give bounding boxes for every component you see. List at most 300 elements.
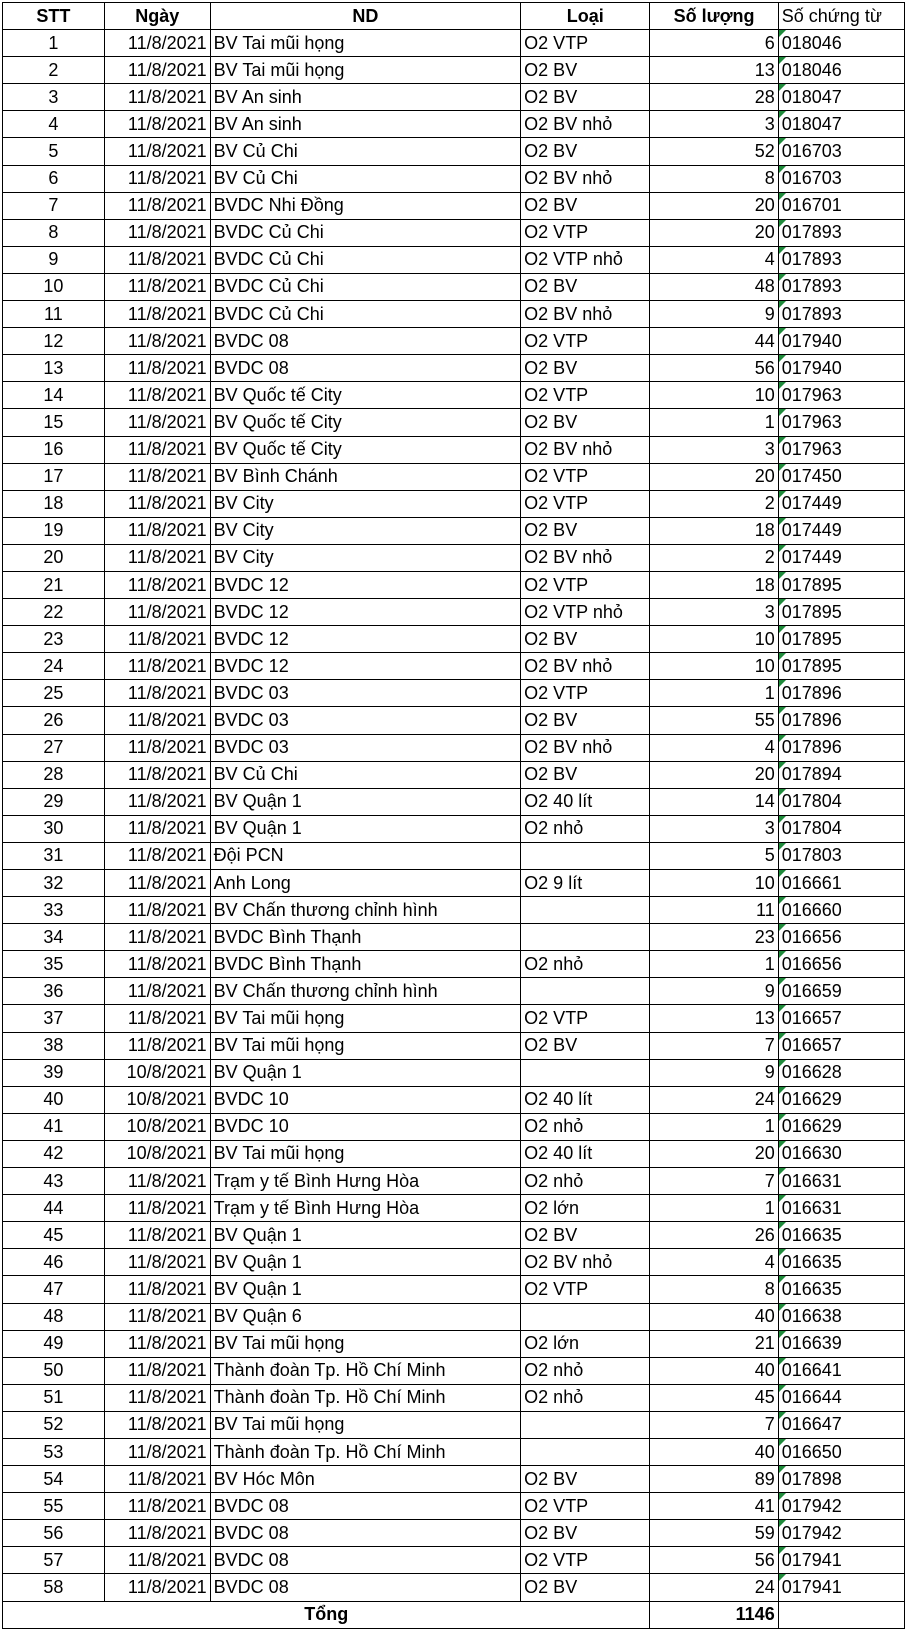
cell-loai: O2 VTP (521, 463, 650, 490)
text-number-indicator-icon (779, 870, 786, 877)
cell-so-luong: 55 (650, 707, 778, 734)
cell-so-luong: 45 (650, 1384, 778, 1411)
cell-stt: 7 (3, 192, 105, 219)
cell-nd: BVDC 03 (210, 707, 521, 734)
cell-loai: O2 nhỏ (521, 815, 650, 842)
cell-ngay: 11/8/2021 (104, 138, 210, 165)
text-number-indicator-icon (779, 355, 786, 362)
cell-so-luong: 14 (650, 788, 778, 815)
cell-so-luong: 9 (650, 301, 778, 328)
cell-ngay: 11/8/2021 (104, 382, 210, 409)
cell-so-luong: 11 (650, 897, 778, 924)
text-number-indicator-icon (779, 437, 786, 444)
text-number-indicator-icon (779, 762, 786, 769)
cell-so-chung-tu (778, 653, 904, 680)
cell-so-luong: 10 (650, 870, 778, 897)
cell-stt: 20 (3, 544, 105, 571)
cell-loai (521, 924, 650, 951)
table-row (3, 219, 905, 246)
cell-nd: BVDC 03 (210, 680, 521, 707)
cell-so-chung-tu-text: 016631 (781, 1170, 842, 1191)
cell-ngay: 11/8/2021 (104, 1168, 210, 1195)
cell-ngay: 11/8/2021 (104, 1222, 210, 1249)
text-number-indicator-icon (779, 193, 786, 200)
cell-so-chung-tu-text: 016630 (781, 1143, 842, 1164)
table-row (3, 1195, 905, 1222)
cell-so-luong: 56 (650, 1547, 778, 1574)
cell-nd: Trạm y tế Bình Hưng Hòa (210, 1195, 521, 1222)
cell-stt: 52 (3, 1411, 105, 1438)
cell-loai: O2 VTP (521, 1493, 650, 1520)
cell-ngay: 11/8/2021 (104, 761, 210, 788)
cell-stt: 8 (3, 219, 105, 246)
cell-nd: BVDC Bình Thạnh (210, 951, 521, 978)
cell-loai: O2 nhỏ (521, 1357, 650, 1384)
cell-so-luong: 10 (650, 382, 778, 409)
text-number-indicator-icon (779, 301, 786, 308)
cell-stt: 48 (3, 1303, 105, 1330)
cell-so-chung-tu (778, 355, 904, 382)
cell-stt: 36 (3, 978, 105, 1005)
cell-so-luong: 59 (650, 1520, 778, 1547)
cell-so-chung-tu-text: 016661 (781, 872, 842, 893)
text-number-indicator-icon (779, 138, 786, 145)
cell-so-chung-tu (778, 1438, 904, 1465)
cell-so-chung-tu (778, 138, 904, 165)
cell-so-chung-tu (778, 924, 904, 951)
cell-stt: 2 (3, 57, 105, 84)
cell-nd: BVDC 08 (210, 355, 521, 382)
cell-stt: 31 (3, 842, 105, 869)
cell-nd: BV Bình Chánh (210, 463, 521, 490)
table-row (3, 490, 905, 517)
text-number-indicator-icon (779, 951, 786, 958)
cell-so-luong: 41 (650, 1493, 778, 1520)
text-number-indicator-icon (779, 1249, 786, 1256)
text-number-indicator-icon (779, 1276, 786, 1283)
cell-nd: BVDC 12 (210, 653, 521, 680)
cell-nd: BV City (210, 490, 521, 517)
cell-so-luong: 10 (650, 626, 778, 653)
cell-loai: O2 BV nhỏ (521, 544, 650, 571)
cell-so-chung-tu (778, 1032, 904, 1059)
text-number-indicator-icon (779, 545, 786, 552)
cell-ngay: 11/8/2021 (104, 1005, 210, 1032)
cell-loai: O2 VTP (521, 1547, 650, 1574)
cell-ngay: 10/8/2021 (104, 1059, 210, 1086)
cell-so-chung-tu (778, 165, 904, 192)
text-number-indicator-icon (779, 274, 786, 281)
table-row (3, 1086, 905, 1113)
cell-ngay: 11/8/2021 (104, 328, 210, 355)
cell-so-chung-tu-text: 017449 (781, 493, 842, 514)
cell-ngay: 11/8/2021 (104, 84, 210, 111)
cell-so-chung-tu (778, 273, 904, 300)
cell-so-luong: 18 (650, 517, 778, 544)
cell-so-chung-tu-text: 018046 (781, 59, 842, 80)
cell-ngay: 11/8/2021 (104, 897, 210, 924)
text-number-indicator-icon (779, 30, 786, 37)
cell-so-chung-tu-text: 017940 (781, 357, 842, 378)
cell-so-chung-tu-text: 017895 (781, 655, 842, 676)
cell-so-luong: 21 (650, 1330, 778, 1357)
cell-so-chung-tu (778, 1411, 904, 1438)
cell-so-luong: 7 (650, 1168, 778, 1195)
cell-so-chung-tu (778, 219, 904, 246)
cell-so-chung-tu (778, 978, 904, 1005)
cell-loai: O2 BV (521, 1466, 650, 1493)
cell-loai: O2 BV nhỏ (521, 653, 650, 680)
cell-nd: BV Tai mũi họng (210, 1032, 521, 1059)
cell-so-chung-tu-text: 016629 (781, 1089, 842, 1110)
cell-nd: BV Chấn thương chỉnh hình (210, 897, 521, 924)
cell-ngay: 11/8/2021 (104, 1384, 210, 1411)
cell-so-chung-tu (778, 1520, 904, 1547)
cell-stt: 21 (3, 571, 105, 598)
cell-loai: O2 BV (521, 1574, 650, 1601)
cell-stt: 26 (3, 707, 105, 734)
cell-ngay: 10/8/2021 (104, 1113, 210, 1140)
table-header (3, 3, 905, 30)
cell-ngay: 11/8/2021 (104, 1411, 210, 1438)
cell-stt: 53 (3, 1438, 105, 1465)
text-number-indicator-icon (779, 1331, 786, 1338)
cell-so-luong: 4 (650, 246, 778, 273)
cell-stt: 42 (3, 1140, 105, 1167)
table-row (3, 1113, 905, 1140)
cell-stt: 25 (3, 680, 105, 707)
cell-nd: BV Quốc tế City (210, 436, 521, 463)
cell-so-chung-tu (778, 30, 904, 57)
header-nd: ND (210, 3, 521, 30)
cell-so-chung-tu-text: 016660 (781, 899, 842, 920)
cell-ngay: 11/8/2021 (104, 951, 210, 978)
cell-loai: O2 BV (521, 273, 650, 300)
cell-so-chung-tu-text: 017804 (781, 818, 842, 839)
text-number-indicator-icon (779, 707, 786, 714)
table-row (3, 788, 905, 815)
cell-loai: O2 BV (521, 1520, 650, 1547)
cell-loai: O2 BV (521, 84, 650, 111)
table-row (3, 1303, 905, 1330)
cell-so-chung-tu (778, 1276, 904, 1303)
cell-stt: 30 (3, 815, 105, 842)
cell-so-luong: 89 (650, 1466, 778, 1493)
text-number-indicator-icon (779, 1547, 786, 1554)
cell-so-luong: 1 (650, 1113, 778, 1140)
cell-stt: 6 (3, 165, 105, 192)
cell-nd: BVDC 08 (210, 328, 521, 355)
cell-loai (521, 897, 650, 924)
cell-loai (521, 1438, 650, 1465)
cell-ngay: 11/8/2021 (104, 788, 210, 815)
cell-nd: BVDC Củ Chi (210, 219, 521, 246)
cell-loai: O2 VTP (521, 1005, 650, 1032)
cell-so-chung-tu-text: 017895 (781, 574, 842, 595)
table-row (3, 599, 905, 626)
cell-stt: 4 (3, 111, 105, 138)
cell-so-chung-tu-text: 017896 (781, 709, 842, 730)
text-number-indicator-icon (779, 1114, 786, 1121)
cell-loai: O2 BV (521, 138, 650, 165)
cell-so-chung-tu (778, 192, 904, 219)
cell-loai: O2 BV nhỏ (521, 301, 650, 328)
cell-so-chung-tu-text: 018047 (781, 113, 842, 134)
text-number-indicator-icon (779, 789, 786, 796)
cell-ngay: 11/8/2021 (104, 273, 210, 300)
cell-so-luong: 2 (650, 490, 778, 517)
text-number-indicator-icon (779, 599, 786, 606)
table-row (3, 680, 905, 707)
header-stt: STT (3, 3, 105, 30)
cell-so-chung-tu-text: 017803 (781, 845, 842, 866)
text-number-indicator-icon (779, 572, 786, 579)
table-row (3, 165, 905, 192)
cell-so-chung-tu (778, 951, 904, 978)
cell-stt: 44 (3, 1195, 105, 1222)
table-row (3, 1411, 905, 1438)
cell-so-chung-tu (778, 842, 904, 869)
cell-loai: O2 BV (521, 626, 650, 653)
text-number-indicator-icon (779, 1439, 786, 1446)
cell-stt: 15 (3, 409, 105, 436)
cell-ngay: 10/8/2021 (104, 1086, 210, 1113)
cell-ngay: 11/8/2021 (104, 165, 210, 192)
cell-so-chung-tu (778, 490, 904, 517)
cell-ngay: 11/8/2021 (104, 1249, 210, 1276)
cell-ngay: 11/8/2021 (104, 111, 210, 138)
cell-loai: O2 9 lít (521, 870, 650, 897)
cell-ngay: 11/8/2021 (104, 517, 210, 544)
table-row (3, 951, 905, 978)
cell-loai (521, 1059, 650, 1086)
cell-nd: BV Tai mũi họng (210, 1140, 521, 1167)
cell-so-chung-tu-text: 016703 (781, 141, 842, 162)
cell-so-chung-tu-text: 017895 (781, 601, 842, 622)
table-row (3, 138, 905, 165)
cell-ngay: 11/8/2021 (104, 1357, 210, 1384)
cell-so-chung-tu-text: 016657 (781, 1035, 842, 1056)
cell-so-luong: 8 (650, 165, 778, 192)
cell-ngay: 11/8/2021 (104, 1195, 210, 1222)
cell-so-chung-tu-text: 017963 (781, 384, 842, 405)
total-empty-cell (778, 1601, 904, 1628)
cell-so-chung-tu-text: 017941 (781, 1576, 842, 1597)
cell-nd: BVDC 10 (210, 1113, 521, 1140)
cell-so-chung-tu-text: 016638 (781, 1306, 842, 1327)
table-row (3, 978, 905, 1005)
cell-so-chung-tu (778, 1249, 904, 1276)
table-row (3, 1005, 905, 1032)
cell-so-chung-tu (778, 1222, 904, 1249)
cell-nd: BV Quận 1 (210, 788, 521, 815)
text-number-indicator-icon (779, 1412, 786, 1419)
cell-so-chung-tu (778, 1140, 904, 1167)
cell-so-chung-tu (778, 1195, 904, 1222)
cell-so-chung-tu (778, 1574, 904, 1601)
cell-stt: 41 (3, 1113, 105, 1140)
table-row (3, 301, 905, 328)
cell-ngay: 11/8/2021 (104, 436, 210, 463)
text-number-indicator-icon (779, 1087, 786, 1094)
text-number-indicator-icon (779, 111, 786, 118)
cell-ngay: 11/8/2021 (104, 219, 210, 246)
cell-so-chung-tu-text: 017942 (781, 1522, 842, 1543)
text-number-indicator-icon (779, 735, 786, 742)
table-row (3, 192, 905, 219)
cell-so-luong: 13 (650, 57, 778, 84)
cell-nd: BVDC 08 (210, 1493, 521, 1520)
cell-so-chung-tu-text: 016635 (781, 1251, 842, 1272)
text-number-indicator-icon (779, 1060, 786, 1067)
cell-nd: Thành đoàn Tp. Hồ Chí Minh (210, 1384, 521, 1411)
cell-stt: 18 (3, 490, 105, 517)
table-row (3, 1357, 905, 1384)
cell-so-chung-tu (778, 57, 904, 84)
cell-so-luong: 2 (650, 544, 778, 571)
cell-nd: BVDC 12 (210, 571, 521, 598)
cell-stt: 54 (3, 1466, 105, 1493)
cell-stt: 28 (3, 761, 105, 788)
cell-so-chung-tu-text: 017963 (781, 411, 842, 432)
cell-so-luong: 3 (650, 599, 778, 626)
table-row (3, 1276, 905, 1303)
cell-ngay: 11/8/2021 (104, 707, 210, 734)
text-number-indicator-icon (779, 1358, 786, 1365)
cell-so-chung-tu-text: 017450 (781, 466, 842, 487)
cell-so-chung-tu (778, 680, 904, 707)
total-value: 1146 (650, 1601, 778, 1628)
table-row (3, 707, 905, 734)
cell-nd: BV Tai mũi họng (210, 1411, 521, 1438)
text-number-indicator-icon (779, 382, 786, 389)
cell-so-chung-tu (778, 463, 904, 490)
cell-so-luong: 40 (650, 1438, 778, 1465)
cell-so-chung-tu-text: 016657 (781, 1008, 842, 1029)
cell-so-chung-tu (778, 84, 904, 111)
cell-so-luong: 56 (650, 355, 778, 382)
cell-nd: BV Củ Chi (210, 138, 521, 165)
cell-stt: 24 (3, 653, 105, 680)
cell-so-luong: 6 (650, 30, 778, 57)
cell-loai: O2 VTP (521, 219, 650, 246)
cell-loai (521, 1303, 650, 1330)
cell-so-chung-tu-text: 016635 (781, 1224, 842, 1245)
cell-nd: BV Quận 1 (210, 1059, 521, 1086)
text-number-indicator-icon (779, 1141, 786, 1148)
cell-so-chung-tu (778, 517, 904, 544)
table-row (3, 436, 905, 463)
cell-so-luong: 40 (650, 1357, 778, 1384)
cell-stt: 35 (3, 951, 105, 978)
cell-so-luong: 28 (650, 84, 778, 111)
cell-stt: 19 (3, 517, 105, 544)
cell-nd: BV Tai mũi họng (210, 1005, 521, 1032)
cell-loai: O2 VTP nhỏ (521, 599, 650, 626)
cell-so-chung-tu-text: 017896 (781, 682, 842, 703)
cell-ngay: 11/8/2021 (104, 463, 210, 490)
cell-nd: BV Quốc tế City (210, 382, 521, 409)
cell-so-chung-tu-text: 016629 (781, 1116, 842, 1137)
table-row (3, 273, 905, 300)
table-row (3, 734, 905, 761)
header-so-chung-tu: Số chứng từ (778, 3, 904, 30)
cell-so-chung-tu (778, 707, 904, 734)
cell-so-luong: 10 (650, 653, 778, 680)
table-row (3, 1140, 905, 1167)
table-row (3, 1466, 905, 1493)
cell-loai: O2 nhỏ (521, 1384, 650, 1411)
cell-so-chung-tu (778, 870, 904, 897)
cell-so-chung-tu (778, 1384, 904, 1411)
table-row (3, 1330, 905, 1357)
text-number-indicator-icon (779, 166, 786, 173)
text-number-indicator-icon (779, 897, 786, 904)
cell-nd: BV Tai mũi họng (210, 30, 521, 57)
cell-stt: 49 (3, 1330, 105, 1357)
cell-so-chung-tu (778, 382, 904, 409)
cell-so-chung-tu (778, 788, 904, 815)
table-row (3, 1438, 905, 1465)
cell-ngay: 11/8/2021 (104, 1520, 210, 1547)
cell-so-chung-tu-text: 017940 (781, 330, 842, 351)
cell-so-luong: 24 (650, 1086, 778, 1113)
cell-so-chung-tu (778, 544, 904, 571)
cell-so-chung-tu (778, 1005, 904, 1032)
table-row (3, 1059, 905, 1086)
cell-so-luong: 1 (650, 680, 778, 707)
table-row (3, 409, 905, 436)
cell-so-chung-tu (778, 409, 904, 436)
cell-nd: BVDC 03 (210, 734, 521, 761)
cell-nd: BVDC 10 (210, 1086, 521, 1113)
cell-loai: O2 VTP (521, 490, 650, 517)
cell-so-luong: 24 (650, 1574, 778, 1601)
cell-so-chung-tu-text: 017893 (781, 303, 842, 324)
cell-so-chung-tu-text: 016656 (781, 926, 842, 947)
table-row (3, 761, 905, 788)
table-row (3, 57, 905, 84)
table-body (3, 30, 905, 1601)
cell-so-chung-tu (778, 571, 904, 598)
cell-so-chung-tu-text: 016631 (781, 1197, 842, 1218)
cell-so-chung-tu (778, 599, 904, 626)
cell-nd: BVDC Củ Chi (210, 246, 521, 273)
cell-so-chung-tu-text: 017893 (781, 276, 842, 297)
cell-so-chung-tu-text: 018047 (781, 86, 842, 107)
cell-stt: 11 (3, 301, 105, 328)
cell-nd: BVDC 08 (210, 1547, 521, 1574)
cell-loai: O2 VTP (521, 382, 650, 409)
cell-so-luong: 4 (650, 734, 778, 761)
cell-loai: O2 VTP nhỏ (521, 246, 650, 273)
cell-loai: O2 VTP (521, 328, 650, 355)
table-row (3, 1249, 905, 1276)
table-row (3, 1222, 905, 1249)
cell-so-chung-tu-text: 017449 (781, 520, 842, 541)
cell-stt: 22 (3, 599, 105, 626)
cell-nd: BV An sinh (210, 84, 521, 111)
cell-so-chung-tu-text: 016650 (781, 1441, 842, 1462)
cell-so-chung-tu-text: 016639 (781, 1333, 842, 1354)
cell-loai: O2 VTP (521, 30, 650, 57)
cell-loai: O2 nhỏ (521, 951, 650, 978)
cell-so-chung-tu-text: 017804 (781, 791, 842, 812)
cell-so-luong: 20 (650, 463, 778, 490)
table-row (3, 355, 905, 382)
table-row (3, 1168, 905, 1195)
cell-so-chung-tu (778, 734, 904, 761)
